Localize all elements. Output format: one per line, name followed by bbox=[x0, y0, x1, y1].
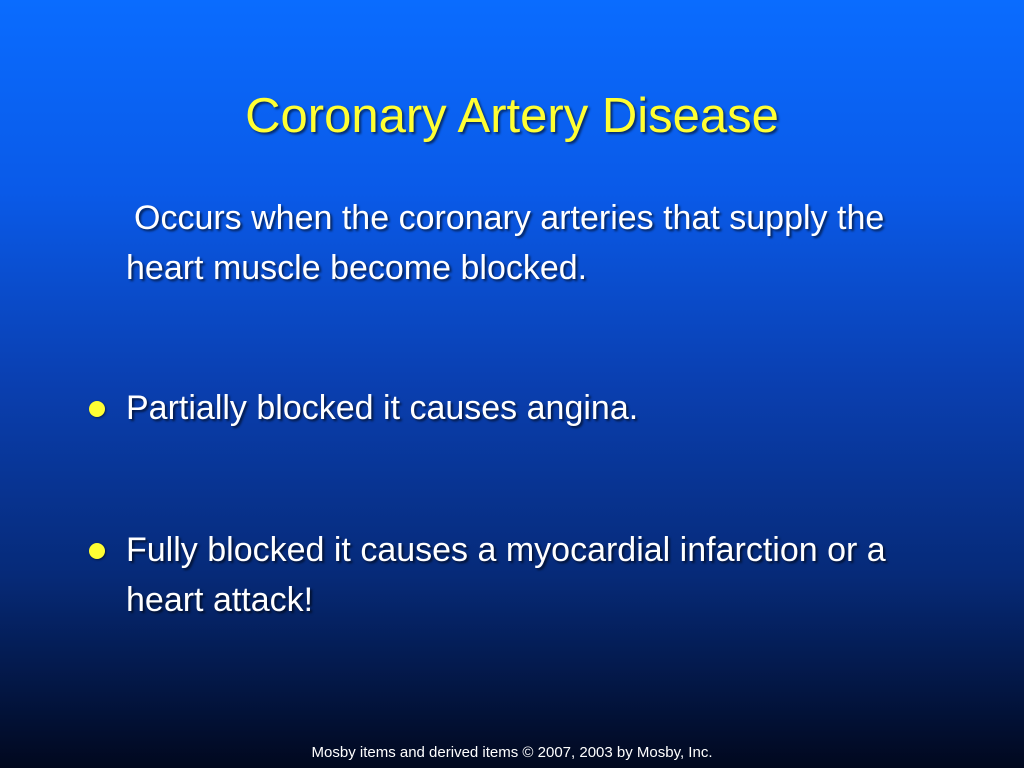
bullet-dot-icon bbox=[89, 543, 105, 559]
slide-title: Coronary Artery Disease bbox=[245, 89, 779, 143]
bullet-text: Partially blocked it causes angina. bbox=[126, 389, 639, 427]
intro-paragraph: Occurs when the coronary arteries that supply the heart muscle become blocked. bbox=[126, 199, 885, 287]
bullet-dot-icon bbox=[89, 401, 105, 417]
bullet-item bbox=[126, 525, 946, 625]
copyright-footer: Mosby items and derived items © 2007, 2003 by Mosby, Inc. bbox=[311, 744, 713, 761]
bullet-item bbox=[126, 383, 946, 433]
bullet-text: Fully blocked it causes a myocardial infarction or a heart attack! bbox=[126, 531, 886, 619]
